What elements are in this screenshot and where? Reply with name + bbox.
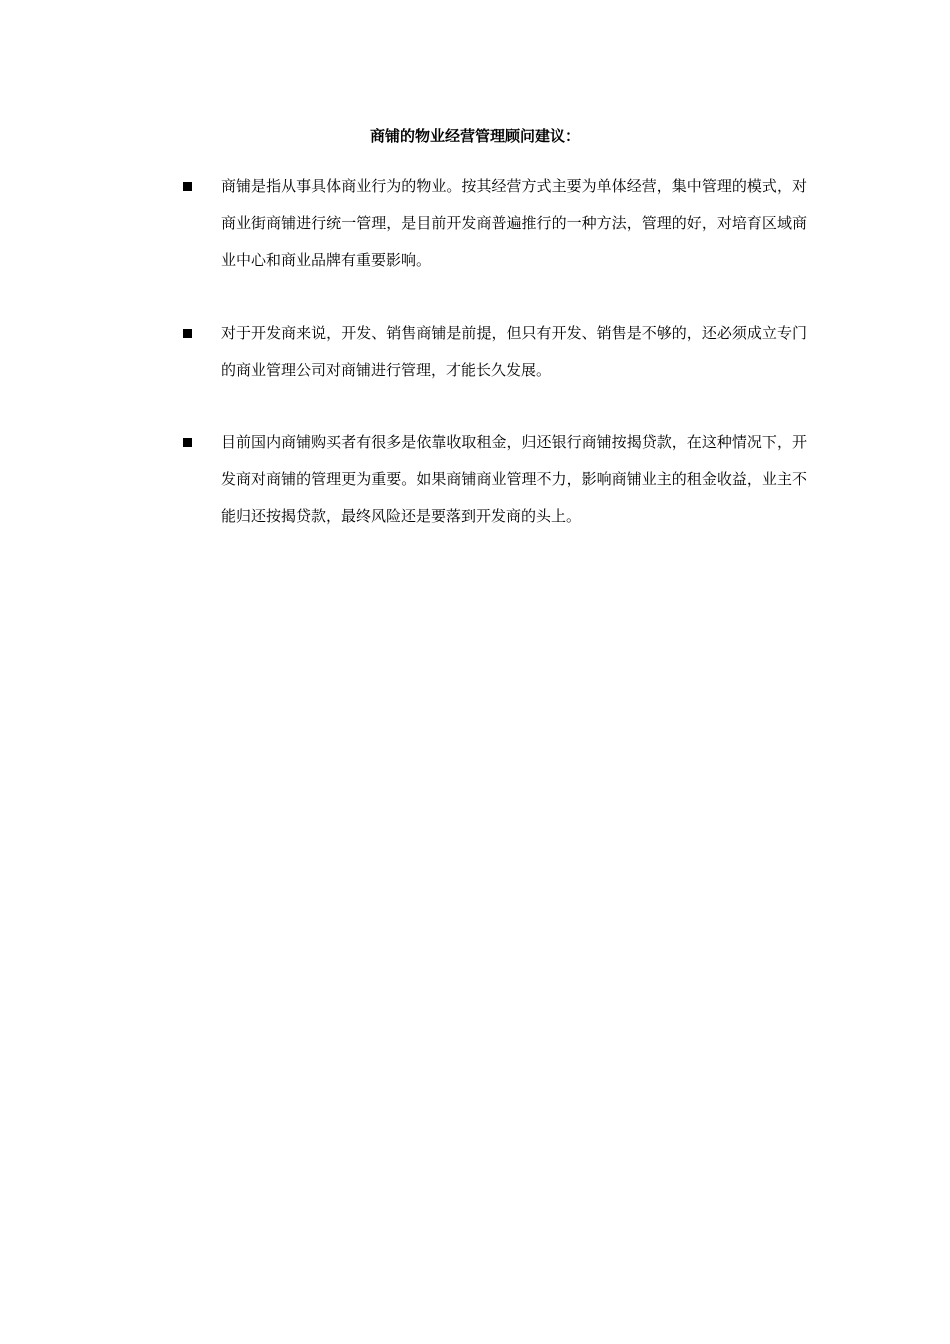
document-title: 商铺的物业经营管理顾问建议： <box>369 127 580 145</box>
list-item-text: 商铺是指从事具体商业行为的物业。按其经营方式主要为单体经营，集中管理的模式，对商业街商铺进行统一管理，是目前开发商普遍推行的一种方法，管理的好，对培育区域商业中心和商业品牌有重要影响。 <box>221 177 807 269</box>
square-bullet-icon <box>183 329 192 338</box>
square-bullet-icon <box>183 182 192 191</box>
list-item-text: 对于开发商来说，开发、销售商铺是前提，但只有开发、销售是不够的，还必须成立专门的商业管理公司对商铺进行管理，才能长久发展。 <box>221 324 807 379</box>
square-bullet-icon <box>183 438 192 447</box>
list-item-text: 目前国内商铺购买者有很多是依靠收取租金，归还银行商铺按揭贷款，在这种情况下，开发商对商铺的管理更为重要。如果商铺商业管理不力，影响商铺业主的租金收益，业主不能归还按揭贷款，最终风险还是要落到开发商的头上。 <box>221 433 807 525</box>
